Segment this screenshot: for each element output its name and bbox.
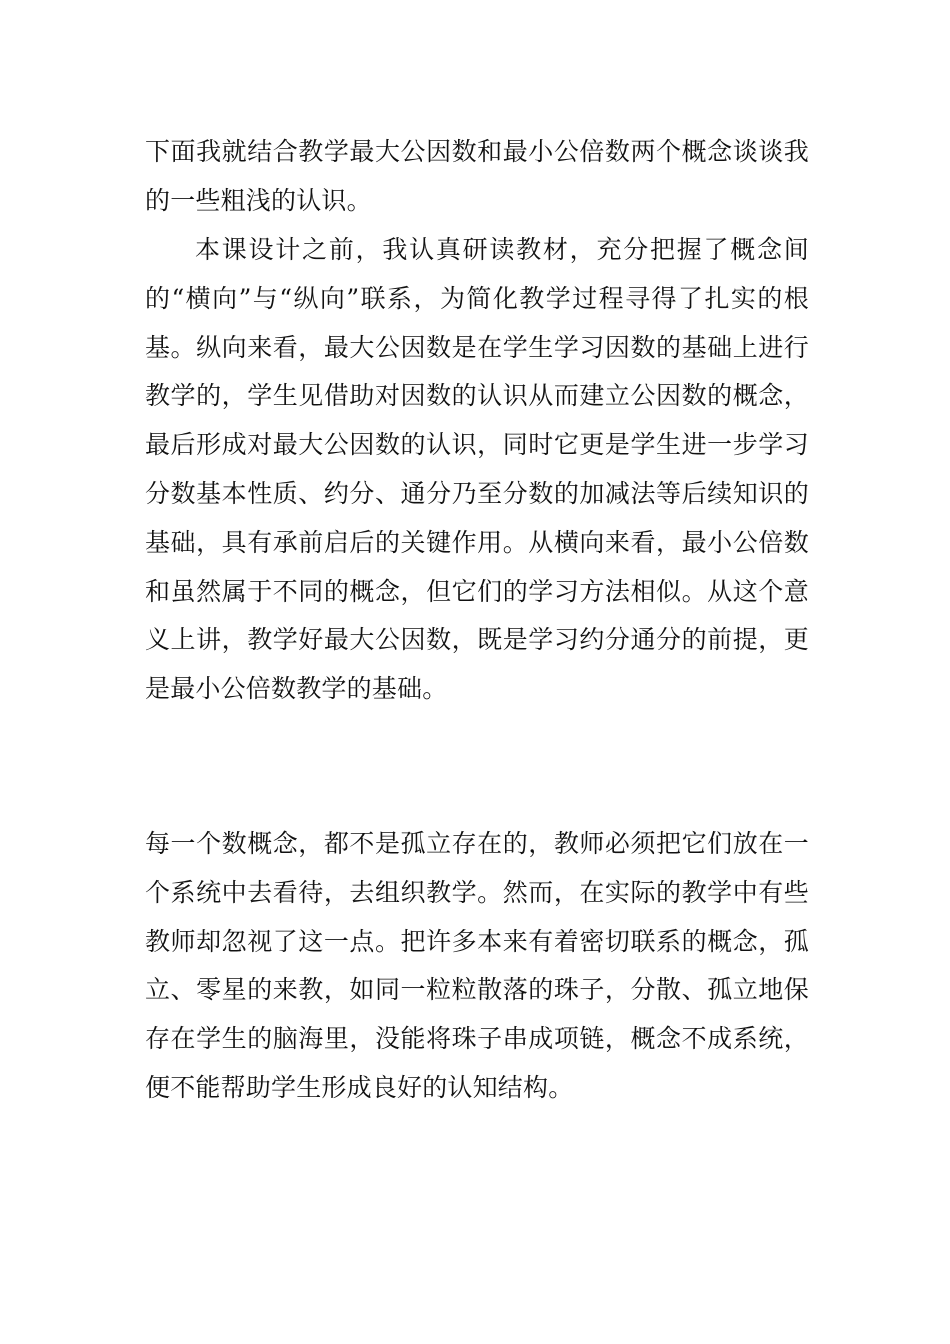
paragraph-design: 本课设计之前，我认真研读教材，充分把握了概念间的“横向”与“纵向”联系，为简化教学过程寻得了扎实的根基。纵向来看，最大公因数是在学生学习因数的基础上进行教学的，学生见借助对因数的认识从而建立公因数的概念，最后形成对最大公因数的认识，同时它更是学生进一步学习分数基本性质、约分、通分乃至分数的加减法等后续知识的基础，具有承前启后的关键作用。从横向来看，最小公倍数和虽然属于不同的概念，但它们的学习方法相似。从这个意义上讲，教学好最大公因数，既是学习约分通分的前提，更是最小公倍数教学的基础。 xyxy=(145,235,809,704)
paragraph-intro: 下面我就结合教学最大公因数和最小公倍数两个概念谈谈我的一些粗浅的认识。 xyxy=(145,137,809,215)
paragraph-system: 每一个数概念，都不是孤立存在的，教师必须把它们放在一个系统中去看待，去组织教学。然而，在实际的教学中有些教师却忽视了这一点。把许多本来有着密切联系的概念，孤立、零星的来教，如同一粒粒散落的珠子，分散、孤立地保存在学生的脑海里，没能将珠子串成项链，概念不成系统，便不能帮助学生形成良好的认知结构。 xyxy=(145,829,809,1102)
